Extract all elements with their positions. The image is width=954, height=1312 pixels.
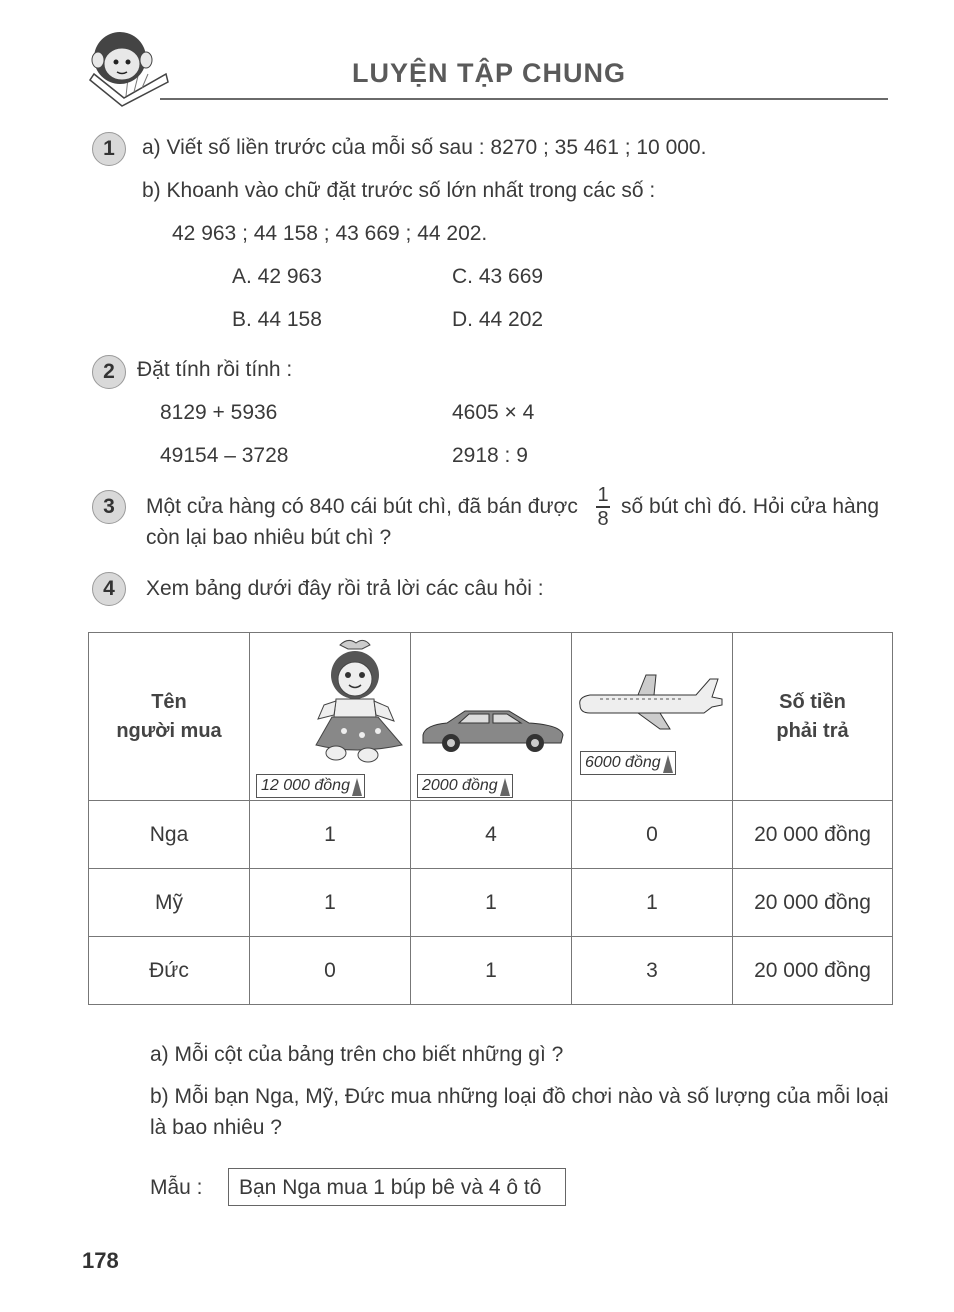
ex2-item: 49154 – 3728 xyxy=(160,444,289,467)
ex1-option-c[interactable]: C. 43 669 xyxy=(452,265,544,288)
title-divider xyxy=(160,98,888,100)
total-amount: 20 000 đồng xyxy=(733,937,893,1005)
ex4-question-b-line2: là bao nhiêu ? xyxy=(150,1116,282,1139)
ex3-text-before-fraction: Một cửa hàng có 840 cái bút chì, đã bán được xyxy=(146,495,578,518)
car-qty: 1 xyxy=(411,937,572,1005)
ex4-question-b-line1: b) Mỗi bạn Nga, Mỹ, Đức mua những loại đồ chơi nào và số lượng của mỗi loại xyxy=(150,1085,889,1108)
buyer-name: Mỹ xyxy=(89,869,250,937)
fraction-numerator: 1 xyxy=(597,484,609,506)
ex1-part-a: a) Viết số liền trước của mỗi số sau : 8270 ; 35 461 ; 10 000. xyxy=(142,136,707,159)
fraction-denominator: 8 xyxy=(597,508,609,530)
car-qty: 4 xyxy=(411,801,572,869)
page-title: LUYỆN TẬP CHUNG xyxy=(352,58,627,88)
table-header-row xyxy=(89,633,893,801)
exercise-4-badge: 4 xyxy=(92,572,126,606)
toy-purchase-table xyxy=(88,632,893,1005)
header-airplane xyxy=(572,633,733,801)
plane-qty: 1 xyxy=(572,869,733,937)
car-price-tag: 2000 đồng xyxy=(417,774,513,798)
header-total: Số tiền phải trả xyxy=(733,633,893,801)
header-doll xyxy=(250,633,411,801)
doll-price-tag: 12 000 đồng xyxy=(256,774,365,798)
plane-qty: 3 xyxy=(572,937,733,1005)
ex4-prompt: Xem bảng dưới đây rồi trả lời các câu hỏi : xyxy=(146,577,544,600)
buyer-name: Đức xyxy=(89,937,250,1005)
sample-answer-box: Bạn Nga mua 1 búp bê và 4 ô tô xyxy=(228,1168,566,1206)
sample-label: Mẫu : xyxy=(150,1176,203,1199)
buyer-name: Nga xyxy=(89,801,250,869)
exercise-2-badge: 2 xyxy=(92,355,126,389)
ex2-item: 2918 : 9 xyxy=(452,444,528,467)
total-amount: 20 000 đồng xyxy=(733,869,893,937)
doll-qty: 1 xyxy=(250,869,411,937)
ex1-numbers: 42 963 ; 44 158 ; 43 669 ; 44 202. xyxy=(172,222,488,245)
car-qty: 1 xyxy=(411,869,572,937)
ex2-item: 4605 × 4 xyxy=(452,401,535,424)
doll-icon xyxy=(310,635,410,765)
ex1-option-d[interactable]: D. 44 202 xyxy=(452,308,544,331)
ex1-option-a[interactable]: A. 42 963 xyxy=(232,265,322,288)
plane-qty: 0 xyxy=(572,801,733,869)
ex1-option-b[interactable]: B. 44 158 xyxy=(232,308,322,331)
table-row xyxy=(89,801,893,869)
ex2-item: 8129 + 5936 xyxy=(160,401,278,424)
ex3-line-2: còn lại bao nhiêu bút chì ? xyxy=(146,526,392,549)
exercise-1-badge: 1 xyxy=(92,132,126,166)
ex3-text-after-fraction: số bút chì đó. Hỏi cửa hàng xyxy=(621,495,880,518)
ex2-prompt: Đặt tính rồi tính : xyxy=(137,358,293,381)
table-row xyxy=(89,869,893,937)
header-car xyxy=(411,633,572,801)
total-amount: 20 000 đồng xyxy=(733,801,893,869)
ex1-part-b: b) Khoanh vào chữ đặt trước số lớn nhất trong các số : xyxy=(142,179,656,202)
header-buyer: Tên người mua xyxy=(89,633,250,801)
exercise-3-badge: 3 xyxy=(92,490,126,524)
reading-child-icon xyxy=(82,20,172,115)
airplane-price-tag: 6000 đồng xyxy=(580,751,676,775)
table-row xyxy=(89,937,893,1005)
ex4-question-a: a) Mỗi cột của bảng trên cho biết những gì ? xyxy=(150,1043,564,1066)
doll-qty: 1 xyxy=(250,801,411,869)
doll-qty: 0 xyxy=(250,937,411,1005)
car-icon xyxy=(417,705,567,755)
fraction-one-eighth xyxy=(595,484,611,530)
page-number: 178 xyxy=(82,1248,119,1273)
airplane-icon xyxy=(576,673,726,733)
